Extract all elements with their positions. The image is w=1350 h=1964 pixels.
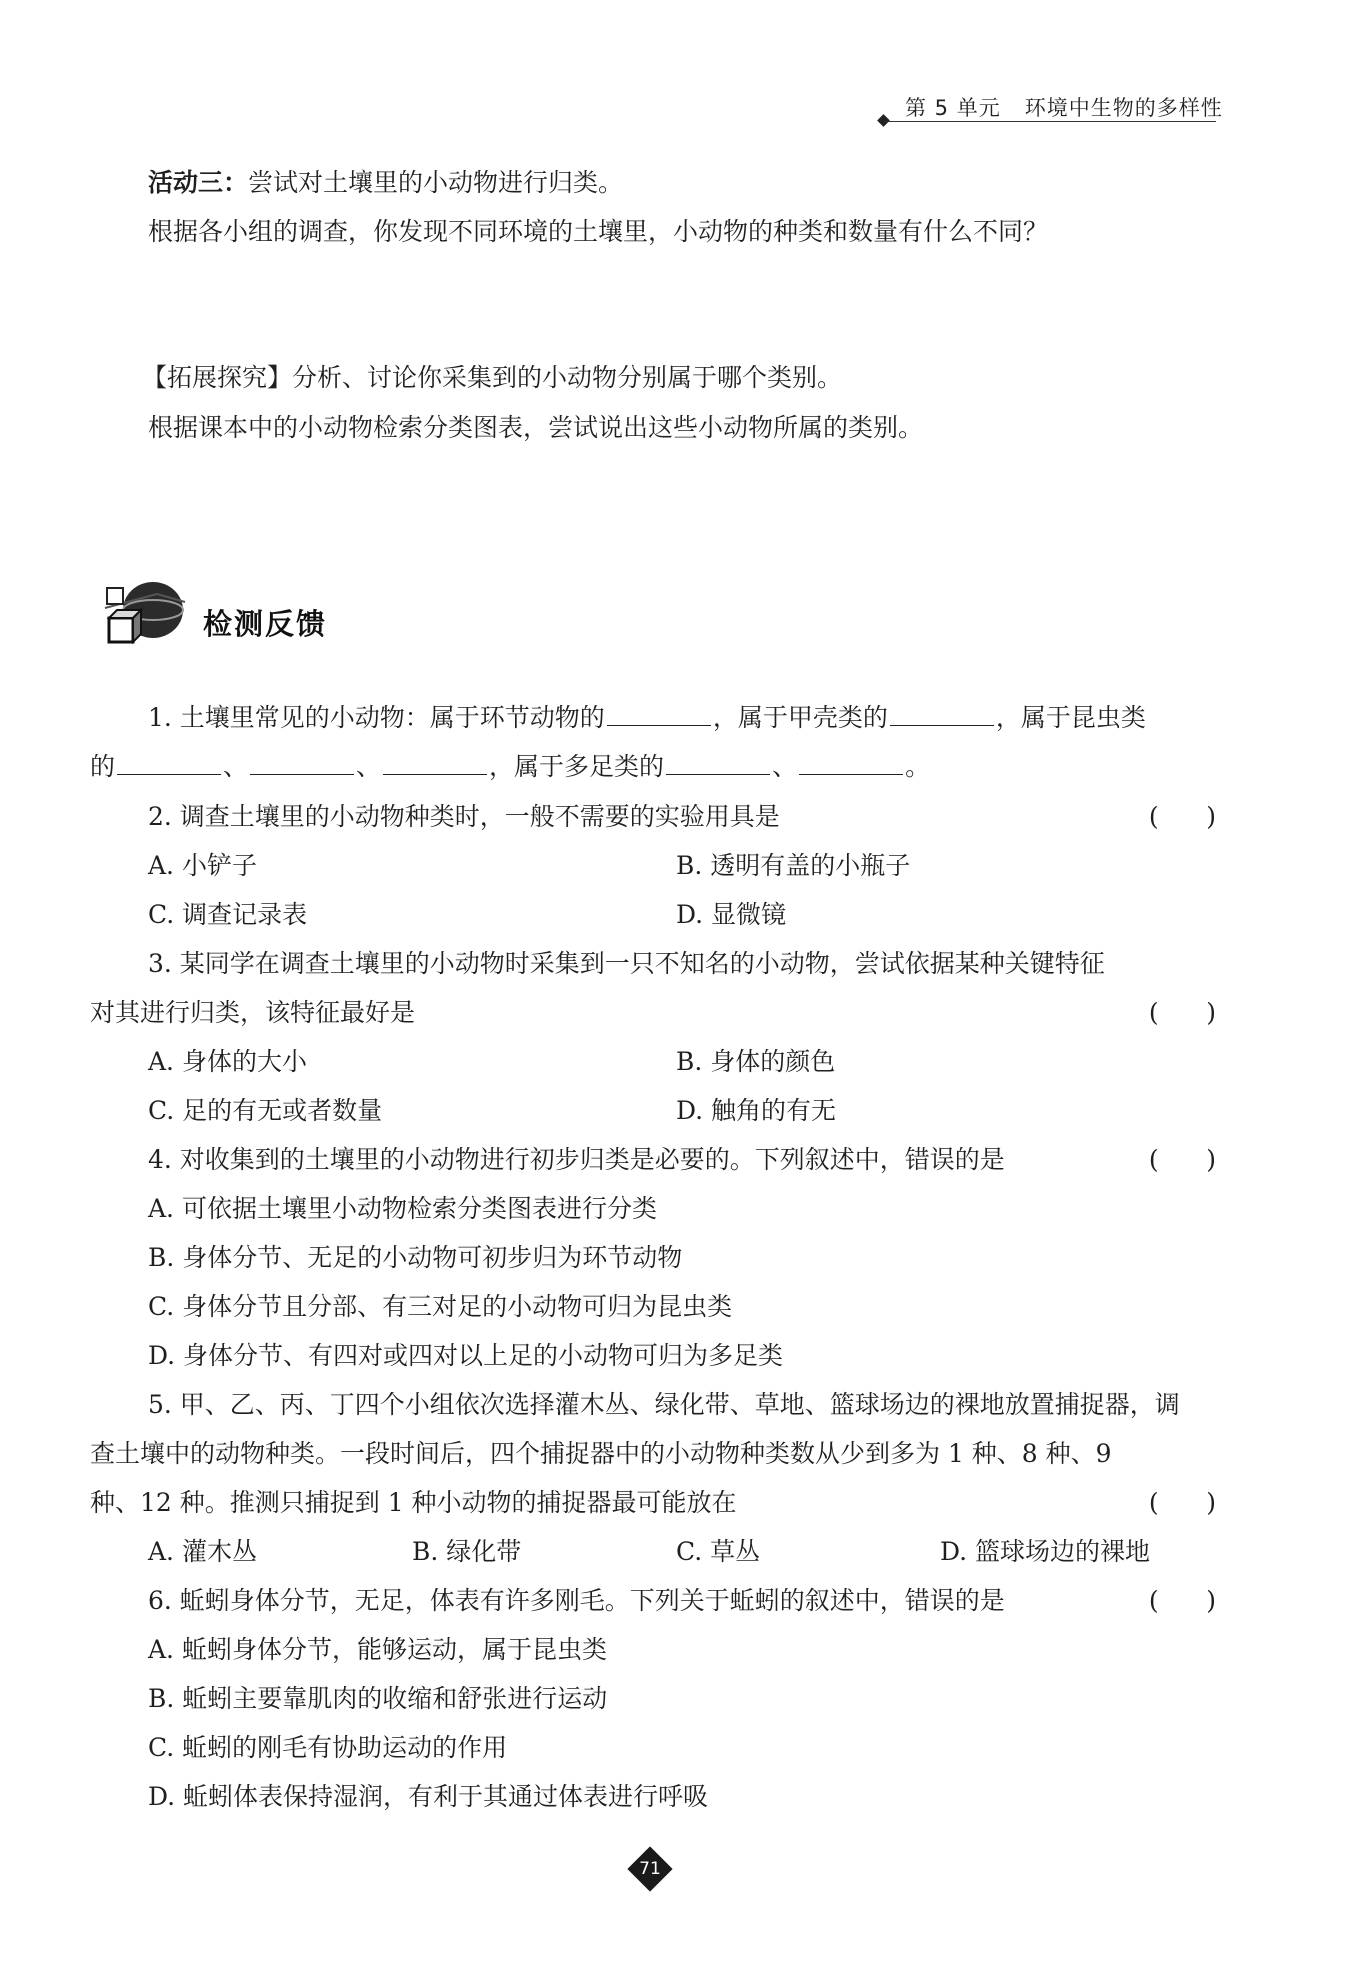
separator: 、	[772, 752, 798, 781]
q5-option-d: D. 篮球场边的裸地	[940, 1537, 1151, 1566]
q2-option-c: C. 调查记录表	[148, 900, 308, 929]
q1-text-e: ，属于多足类的	[489, 752, 665, 781]
question-2-stem: 2. 调查土壤里的小动物种类时，一般不需要的实验用具是	[148, 802, 780, 831]
question-3-stem-line2: 对其进行归类，该特征最好是	[90, 998, 416, 1027]
extension-heading	[142, 361, 1350, 395]
q3-option-d: D. 触角的有无	[676, 1096, 837, 1125]
q2-option-b: B. 透明有盖的小瓶子	[676, 851, 911, 880]
q5-option-c: C. 草丛	[676, 1537, 761, 1566]
running-header	[905, 92, 1223, 122]
q4-option-c: C. 身体分节且分部、有三对足的小动物可归为昆虫类	[148, 1292, 733, 1321]
answer-blank[interactable]	[250, 773, 354, 775]
separator: 、	[223, 752, 249, 781]
page-number: 71	[639, 1859, 661, 1879]
question-1-line1	[148, 701, 1350, 735]
q1-text-b: ，属于甲壳类的	[712, 703, 888, 732]
question-1-line2	[90, 750, 1350, 784]
question-4-stem: 4. 对收集到的土壤里的小动物进行初步归类是必要的。下列叙述中，错误的是	[148, 1145, 1005, 1174]
cube-globe-icon	[95, 580, 190, 660]
answer-blank[interactable]	[666, 773, 770, 775]
answer-paren[interactable]: ( )	[1148, 998, 1216, 1027]
q4-option-a: A. 可依据土壤里小动物检索分类图表进行分类	[148, 1194, 657, 1223]
q2-option-d: D. 显微镜	[676, 900, 787, 929]
answer-blank[interactable]	[799, 773, 903, 775]
q1-text-c: ，属于昆虫类	[995, 703, 1146, 732]
q5-option-b: B. 绿化带	[412, 1537, 522, 1566]
activity3-question: 根据各小组的调查，你发现不同环境的土壤里，小动物的种类和数量有什么不同？	[148, 217, 1049, 246]
q3-option-b: B. 身体的颜色	[676, 1047, 836, 1076]
q6-option-a: A. 蚯蚓身体分节，能够运动，属于昆虫类	[148, 1635, 607, 1664]
extension-title: 分析、讨论你采集到的小动物分别属于哪个类别。	[292, 363, 843, 392]
question-5-stem-line3: 种、12 种。推测只捕捉到 1 种小动物的捕捉器最可能放在	[90, 1488, 737, 1517]
question-5-stem-line1: 5. 甲、乙、丙、丁四个小组依次选择灌木丛、绿化带、草地、篮球场边的裸地放置捕捉器，调	[148, 1390, 1180, 1419]
question-5-stem-line2: 查土壤中的动物种类。一段时间后，四个捕捉器中的小动物种类数从少到多为 1 种、8 种、9	[90, 1439, 1112, 1468]
period: 。	[905, 752, 931, 781]
answer-blank[interactable]	[890, 724, 994, 726]
separator: 、	[356, 752, 382, 781]
q1-text-d: 的	[90, 752, 116, 781]
question-6-stem: 6. 蚯蚓身体分节，无足，体表有许多刚毛。下列关于蚯蚓的叙述中，错误的是	[148, 1586, 1005, 1615]
answer-paren[interactable]: ( )	[1148, 1488, 1216, 1517]
question-3-stem-line1: 3. 某同学在调查土壤里的小动物时采集到一只不知名的小动物，尝试依据某种关键特征	[148, 949, 1105, 978]
answer-blank[interactable]	[607, 724, 711, 726]
unit-label: 第 5 单元	[905, 96, 1001, 120]
q4-option-b: B. 身体分节、无足的小动物可初步归为环节动物	[148, 1243, 683, 1272]
q2-option-a: A. 小铲子	[148, 851, 257, 880]
unit-title: 环境中生物的多样性	[1024, 96, 1223, 120]
q4-option-d: D. 身体分节、有四对或四对以上足的小动物可归为多足类	[148, 1341, 784, 1370]
extension-text: 根据课本中的小动物检索分类图表，尝试说出这些小动物所属的类别。	[148, 413, 924, 442]
answer-blank[interactable]	[117, 773, 221, 775]
q3-option-a: A. 身体的大小	[148, 1047, 307, 1076]
section-title: 检测反馈	[203, 607, 328, 641]
answer-paren[interactable]: ( )	[1148, 1586, 1216, 1615]
header-rule	[886, 121, 1216, 122]
q6-option-b: B. 蚯蚓主要靠肌肉的收缩和舒张进行运动	[148, 1684, 608, 1713]
extension-label: 【拓展探究】	[142, 363, 293, 392]
answer-paren[interactable]: ( )	[1148, 802, 1216, 831]
q1-text-a: 1. 土壤里常见的小动物：属于环节动物的	[148, 703, 605, 732]
q5-option-a: A. 灌木丛	[148, 1537, 257, 1566]
q6-option-d: D. 蚯蚓体表保持湿润，有利于其通过体表进行呼吸	[148, 1782, 709, 1811]
q6-option-c: C. 蚯蚓的刚毛有协助运动的作用	[148, 1733, 508, 1762]
q3-option-c: C. 足的有无或者数量	[148, 1096, 383, 1125]
activity3-title: 尝试对土壤里的小动物进行归类。	[248, 168, 624, 197]
answer-blank[interactable]	[383, 773, 487, 775]
page-number-badge	[627, 1846, 673, 1892]
answer-paren[interactable]: ( )	[1148, 1145, 1216, 1174]
activity3-label: 活动三：	[148, 168, 249, 197]
activity3-heading	[148, 166, 1350, 200]
